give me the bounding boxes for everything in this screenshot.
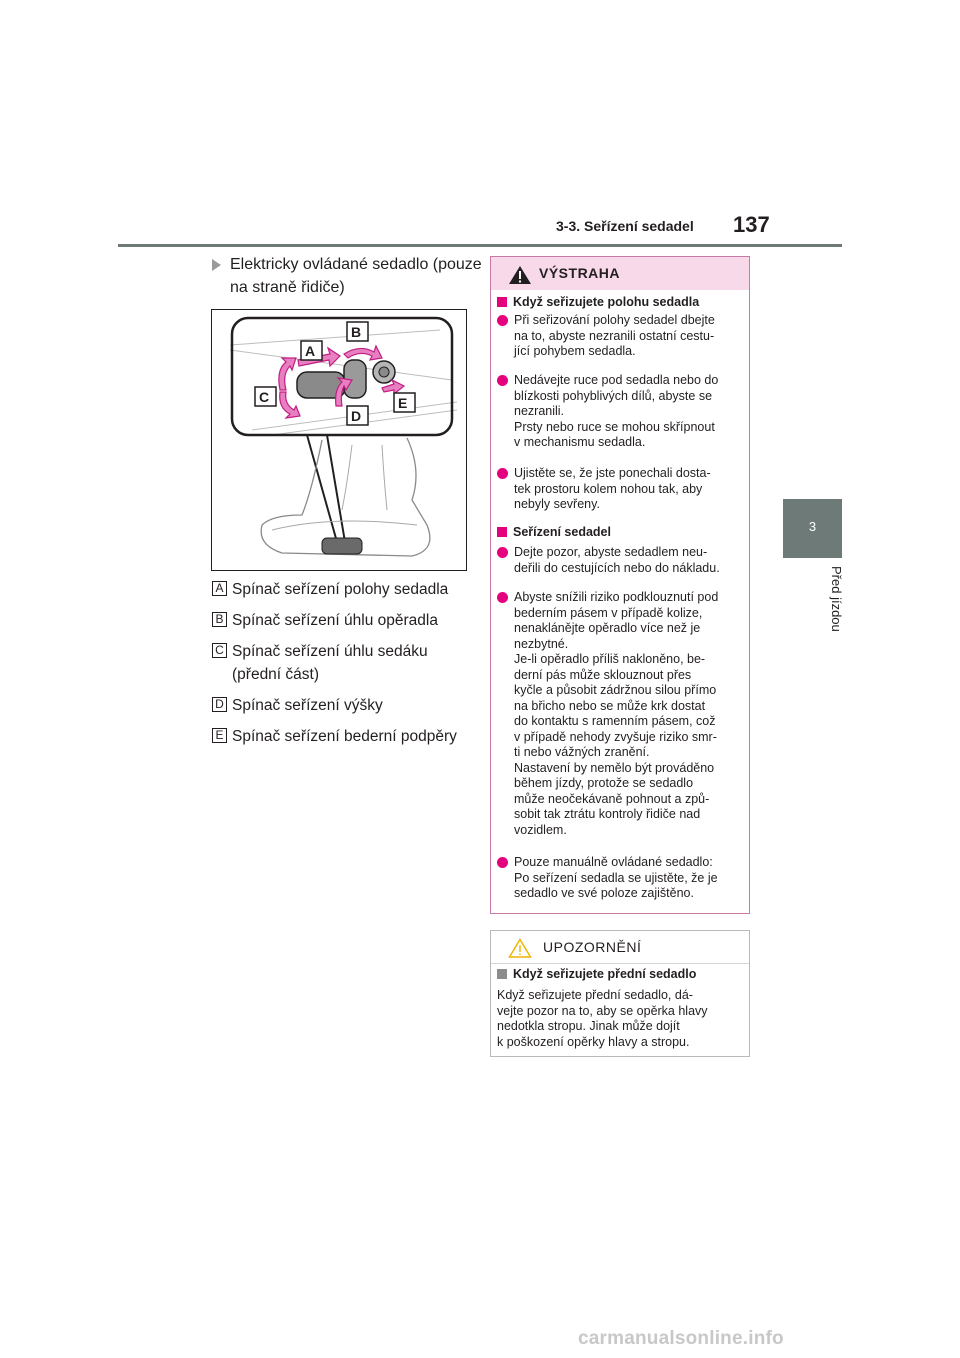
warning-bullet-text: Při seřizování polohy sedadel dbejte na to, abyste nezranili ostatní cestu- jící pohybem sedadla. xyxy=(514,313,715,358)
warning-bullet xyxy=(497,373,758,451)
square-bullet-icon xyxy=(497,969,507,979)
legend-item xyxy=(212,609,482,640)
legend-text: Spínač seřízení bederní podpěry xyxy=(232,728,457,745)
circle-bullet-icon xyxy=(497,592,508,603)
caution-section-heading-text: Když seřizujete přední sedadlo xyxy=(513,967,697,981)
circle-bullet-icon xyxy=(497,468,508,479)
page-number: 137 xyxy=(733,212,770,237)
caution-triangle-icon xyxy=(508,938,532,958)
circle-bullet-icon xyxy=(497,547,508,558)
legend-item xyxy=(212,694,482,725)
callout-d: D xyxy=(351,408,362,424)
warning-bullet-text: Dejte pozor, abyste sedadlem neu- deřili do cestujících nebo do nákladu. xyxy=(514,545,720,575)
legend-item xyxy=(212,640,472,694)
callout-b: B xyxy=(351,324,362,340)
warning-section-heading-text: Když seřizujete polohu sedadla xyxy=(513,295,700,309)
caution-section-heading xyxy=(497,967,696,981)
legend-badge: A xyxy=(212,581,227,596)
intro-item xyxy=(212,253,482,299)
warning-section-heading xyxy=(497,295,699,309)
circle-bullet-icon xyxy=(497,315,508,326)
chapter-number: 3 xyxy=(808,519,817,534)
warning-section-heading xyxy=(497,525,611,539)
section-title: 3-3. Seřízení sedadel xyxy=(556,218,694,234)
caution-title: UPOZORNĚNÍ xyxy=(543,939,642,955)
warning-bullet xyxy=(497,590,758,838)
legend-item xyxy=(212,725,482,756)
square-bullet-icon xyxy=(497,297,507,307)
warning-section-heading-text: Seřízení sedadel xyxy=(513,525,611,539)
legend-badge: E xyxy=(212,728,227,743)
intro-text: Elektricky ovládané sedadlo (pouze na straně řidiče) xyxy=(230,256,482,296)
watermark: carmanualsonline.info xyxy=(578,1328,784,1349)
caution-header xyxy=(491,931,749,964)
warning-bullet xyxy=(497,466,758,513)
callout-e: E xyxy=(398,395,408,411)
warning-bullet-text: Abyste snížili riziko podklouznutí pod bederním pásem v případě kolize, nenaklánějte opěradlo více než je nezbytné. Je-li opěradlo příliš nakloněno, be- derní pás může sklouznout přes kyčle a působit zádržnou silou přímo na břicho nebo se může krk dostat do kontaktu s ramenním pásem, což v případě nehody zvyšuje riziko smr- ti nebo vážných zranění. Nastavení by nemělo být prováděno během jízdy, protože se sedadlo může neočekávaně pohnout a způ- sobit tak ztrátu kontroly řidiče nad vozidlem. xyxy=(514,590,719,837)
legend-badge: D xyxy=(212,697,227,712)
circle-bullet-icon xyxy=(497,375,508,386)
warning-box xyxy=(490,256,750,914)
legend-text: Spínač seřízení úhlu opěradla xyxy=(232,612,438,629)
warning-bullet-text: Ujistěte se, že jste ponechali dosta- tek prostoru kolem nohou tak, aby nebyly sevřeny. xyxy=(514,466,711,511)
warning-header xyxy=(491,257,749,290)
warning-bullet-text: Pouze manuálně ovládané sedadlo: Po seřízení sedadla se ujistěte, že je sedadlo ve své poloze zajištěno. xyxy=(514,855,718,900)
triangle-bullet-icon xyxy=(212,259,221,271)
legend-text: Spínač seřízení úhlu sedáku (přední část) xyxy=(232,643,428,683)
caution-text: Když seřizujete přední sedadlo, dá- vejte pozor na to, aby se opěrka hlavy nedotkla stropu. Jinak může dojít k poškození opěrky hlavy a stropu. xyxy=(497,988,708,1049)
legend-badge: C xyxy=(212,643,227,658)
seat-switch-illustration xyxy=(211,309,467,571)
warning-title: VÝSTRAHA xyxy=(539,265,621,281)
callout-a: A xyxy=(305,343,316,359)
warning-triangle-icon xyxy=(508,265,532,285)
chapter-side-label: Před jízdou xyxy=(829,566,844,632)
header-divider xyxy=(118,244,842,247)
caution-box xyxy=(490,930,750,1057)
square-bullet-icon xyxy=(497,527,507,537)
legend-item xyxy=(212,578,482,609)
seat-diagram-svg xyxy=(212,310,468,572)
callout-c: C xyxy=(259,389,270,405)
chapter-tab[interactable] xyxy=(783,499,842,558)
warning-bullet xyxy=(497,545,758,576)
circle-bullet-icon xyxy=(497,857,508,868)
legend-text: Spínač seřízení výšky xyxy=(232,697,383,714)
warning-bullet-text: Nedávejte ruce pod sedadla nebo do blízkosti pohyblivých dílů, abyste se nezranili. Prsty nebo ruce se mohou skřípnout v mechanismu sedadla. xyxy=(514,373,719,449)
legend-text: Spínač seřízení polohy sedadla xyxy=(232,581,449,598)
legend-list xyxy=(212,578,482,756)
legend-badge: B xyxy=(212,612,227,627)
warning-bullet xyxy=(497,855,758,902)
warning-bullet xyxy=(497,313,758,360)
